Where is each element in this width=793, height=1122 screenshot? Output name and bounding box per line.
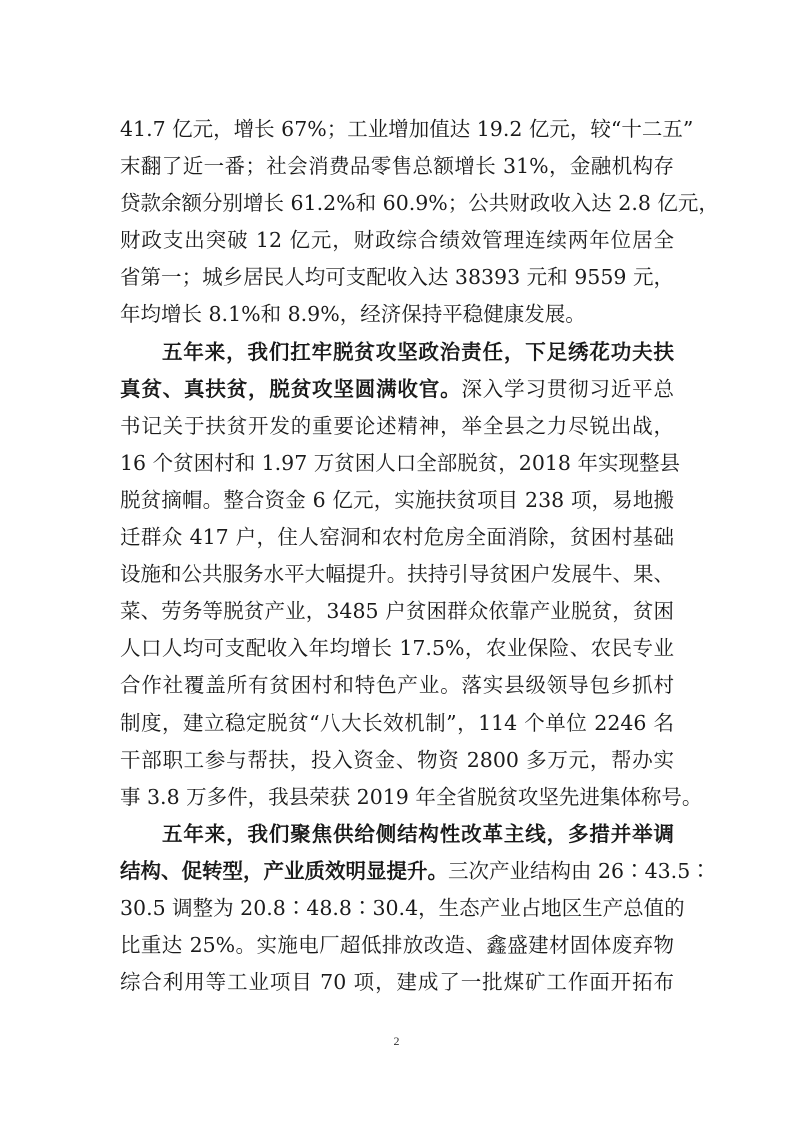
text-line: 综合利用等工业项目 70 项，建成了一批煤矿工作面开拓布	[120, 970, 674, 995]
text-line	[120, 816, 674, 853]
text-line: 事 3.8 万多件，我县荣获 2019 年全省脱贫攻坚先进集体称号。	[120, 784, 703, 809]
paragraph-economy-summary	[120, 111, 719, 334]
text-line: 41.7 亿元，增长 67%；工业增加值达 19.2 亿元，较“十二五”	[120, 117, 694, 141]
lead-sentence: 五年来，我们聚焦供给侧结构性改革主线，多措并举调	[162, 821, 674, 846]
text-line: 人口人均可支配收入年均增长 17.5%，农业保险、农民专业	[120, 636, 674, 661]
text-line: 比重达 25%。实施电厂超低排放改造、鑫盛建材固体废弃物	[120, 933, 674, 958]
text-line: 末翻了近一番；社会消费品零售总额增长 31%，金融机构存	[120, 154, 674, 179]
text-line: 书记关于扶贫开发的重要论述精神，举全县之力尽锐出战，	[120, 413, 674, 438]
text-line	[120, 334, 674, 371]
document-body	[120, 111, 719, 1001]
text-line: 干部职工参与帮扶，投入资金、物资 2800 多万元，帮办实	[120, 747, 674, 772]
lead-sentence: 结构、促转型，产业质效明显提升。	[120, 858, 448, 883]
text-line: 菜、劳务等脱贫产业，3485 户贫困群众依靠产业脱贫，贫困	[120, 599, 674, 624]
text-line: 真贫、真扶贫，脱贫攻坚圆满收官。深入学习贯彻习近平总	[120, 376, 675, 401]
text-line: 30.5 调整为 20.8∶48.8∶30.4，生态产业占地区生产总值的	[120, 895, 685, 920]
text-line: 年均增长 8.1%和 8.9%，经济保持平稳健康发展。	[120, 302, 586, 327]
text-line: 省第一；城乡居民人均可支配收入达 38393 元和 9559 元，	[120, 265, 674, 290]
text-line: 脱贫摘帽。整合资金 6 亿元，实施扶贫项目 238 项，易地搬	[120, 487, 674, 512]
text-line: 迁群众 417 户，住人窑洞和农村危房全面消除，贫困村基础	[120, 525, 674, 550]
text-line: 设施和公共服务水平大幅提升。扶持引导贫困户发展牛、果、	[120, 562, 674, 587]
text-line: 贷款余额分别增长 61.2%和 60.9%；公共财政收入达 2.8 亿元，	[120, 191, 719, 216]
lead-sentence: 真贫、真扶贫，脱贫攻坚圆满收官。	[120, 376, 462, 401]
text-line: 合作社覆盖所有贫困村和特色产业。落实县级领导包乡抓村	[120, 673, 674, 698]
text-line: 16 个贫困村和 1.97 万贫困人口全部脱贫，2018 年实现整县	[120, 450, 680, 475]
page-number: 2	[393, 1034, 400, 1048]
lead-sentence: 五年来，我们扛牢脱贫攻坚政治责任，下足绣花功夫扶	[162, 339, 674, 364]
text-line: 制度，建立稳定脱贫“八大长效机制”，114 个单位 2246 名	[120, 710, 674, 735]
text-line: 财政支出突破 12 亿元，财政综合绩效管理连续两年位居全	[120, 228, 674, 253]
paragraph-supply-side-reform	[120, 816, 711, 1001]
paragraph-poverty-alleviation	[120, 334, 703, 816]
text-line: 结构、促转型，产业质效明显提升。三次产业结构由 26∶43.5∶	[120, 858, 711, 883]
